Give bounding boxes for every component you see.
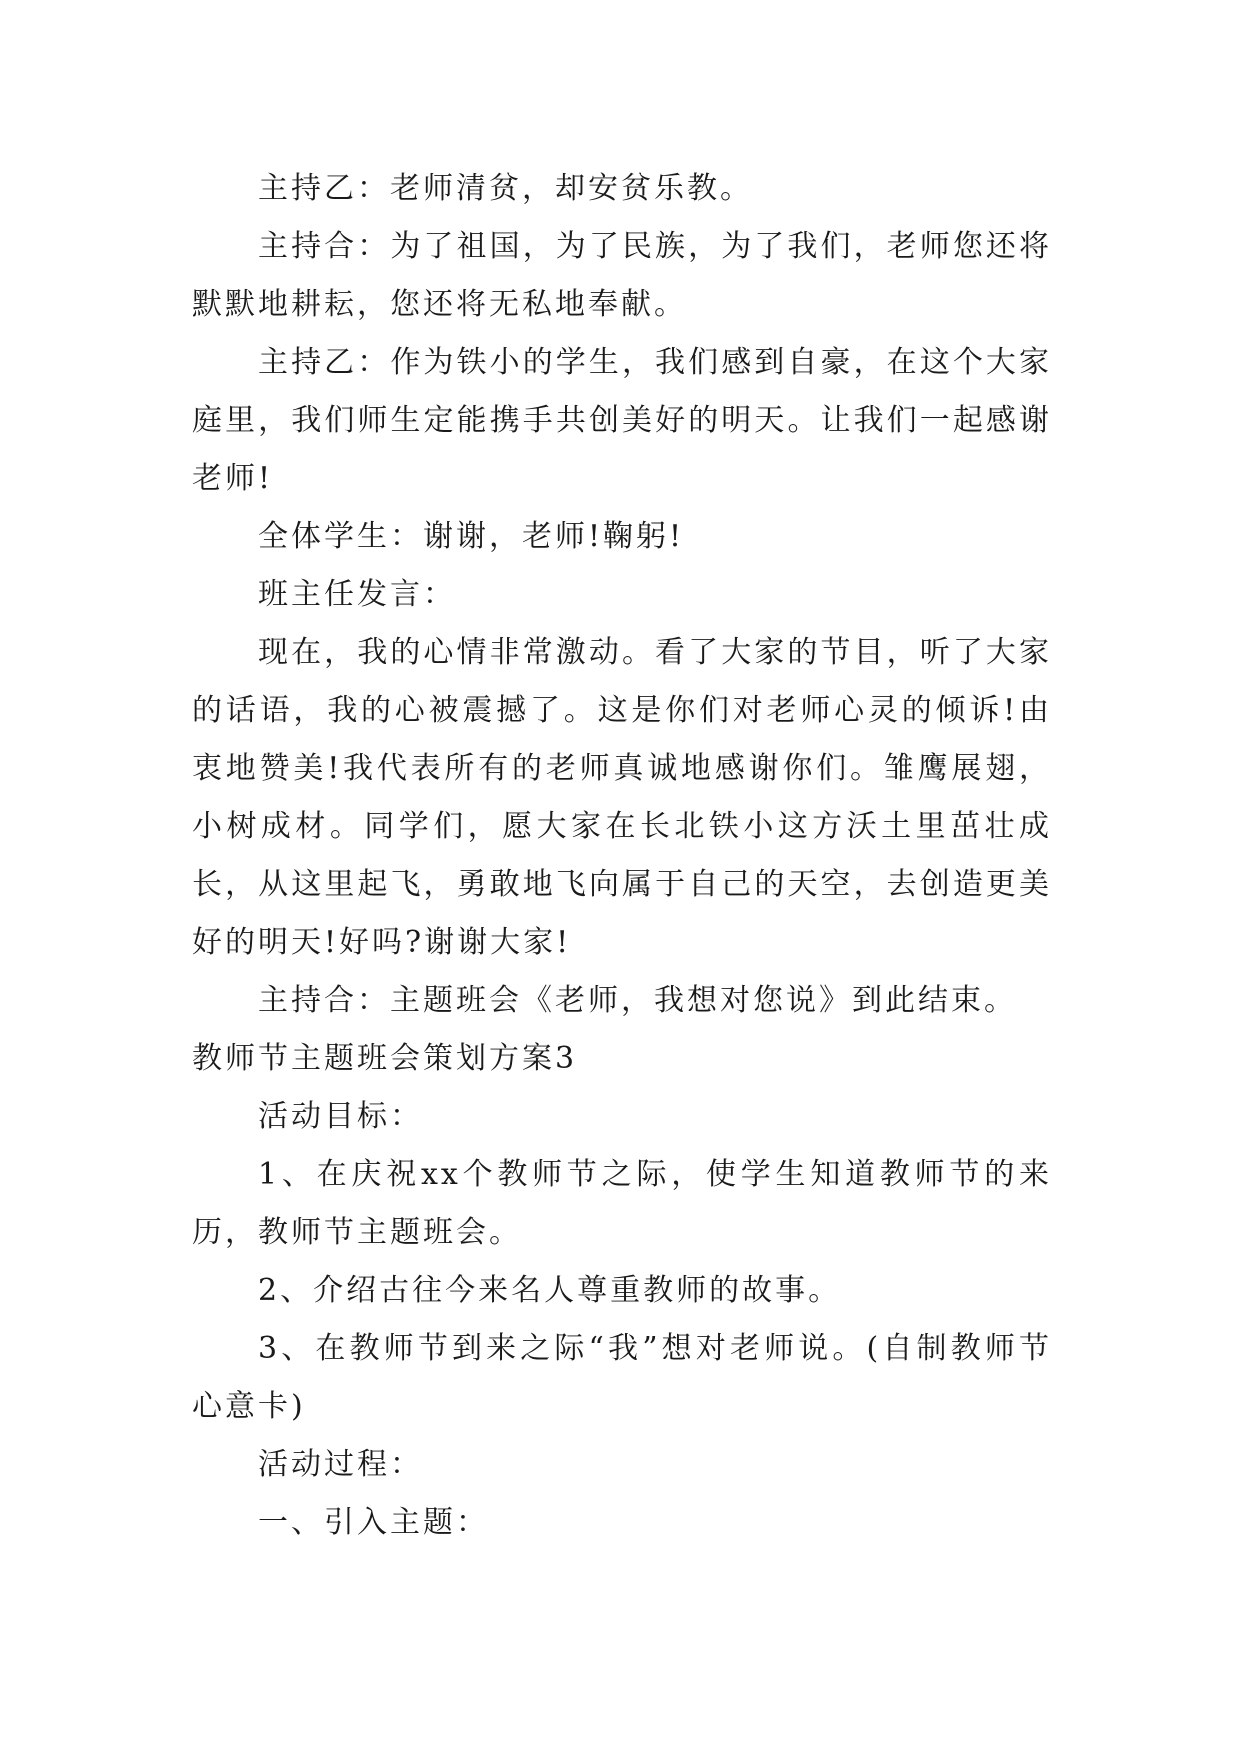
paragraph-goal-1: 1、在庆祝xx个教师节之际，使学生知道教师节的来历，教师节主题班会。 xyxy=(192,1157,1052,1250)
paragraph-head-teacher-speech-label: 班主任发言： xyxy=(258,577,456,612)
paragraph-goal-2: 2、介绍古往今来名人尊重教师的故事。 xyxy=(258,1273,842,1308)
paragraph-activity-process-label: 活动过程： xyxy=(258,1447,423,1482)
paragraph-step-1-introduce-theme: 一、引入主题： xyxy=(258,1505,489,1540)
section-heading-plan-3: 教师节主题班会策划方案3 xyxy=(192,1041,578,1076)
paragraph-goal-3: 3、在教师节到来之际“我”想对老师说。(自制教师节心意卡) xyxy=(192,1331,1052,1424)
paragraph-host-b-teacher-poor: 主持乙：老师清贫，却安贫乐教。 xyxy=(258,171,753,206)
paragraph-host-b-proud-students: 主持乙：作为铁小的学生，我们感到自豪，在这个大家庭里，我们师生定能携手共创美好的明天。让我们一起感谢老师! xyxy=(192,345,1052,496)
document-body xyxy=(192,160,1052,1552)
paragraph-hosts-together-closing: 主持合：主题班会《老师，我想对您说》到此结束。 xyxy=(258,983,1017,1018)
paragraph-activity-goals-label: 活动目标： xyxy=(258,1099,423,1134)
paragraph-all-students-thanks: 全体学生：谢谢，老师!鞠躬! xyxy=(258,519,685,554)
paragraph-head-teacher-speech: 现在，我的心情非常激动。看了大家的节目，听了大家的话语，我的心被震撼了。这是你们对老师心灵的倾诉!由衷地赞美!我代表所有的老师真诚地感谢你们。雏鹰展翅，小树成材。同学们，愿大家在长北铁小这方沃土里茁壮成长，从这里起飞，勇敢地飞向属于自己的天空，去创造更美好的明天!好吗?谢谢大家! xyxy=(192,635,1052,960)
paragraph-hosts-together-dedication: 主持合：为了祖国，为了民族，为了我们，老师您还将默默地耕耘，您还将无私地奉献。 xyxy=(192,229,1052,322)
